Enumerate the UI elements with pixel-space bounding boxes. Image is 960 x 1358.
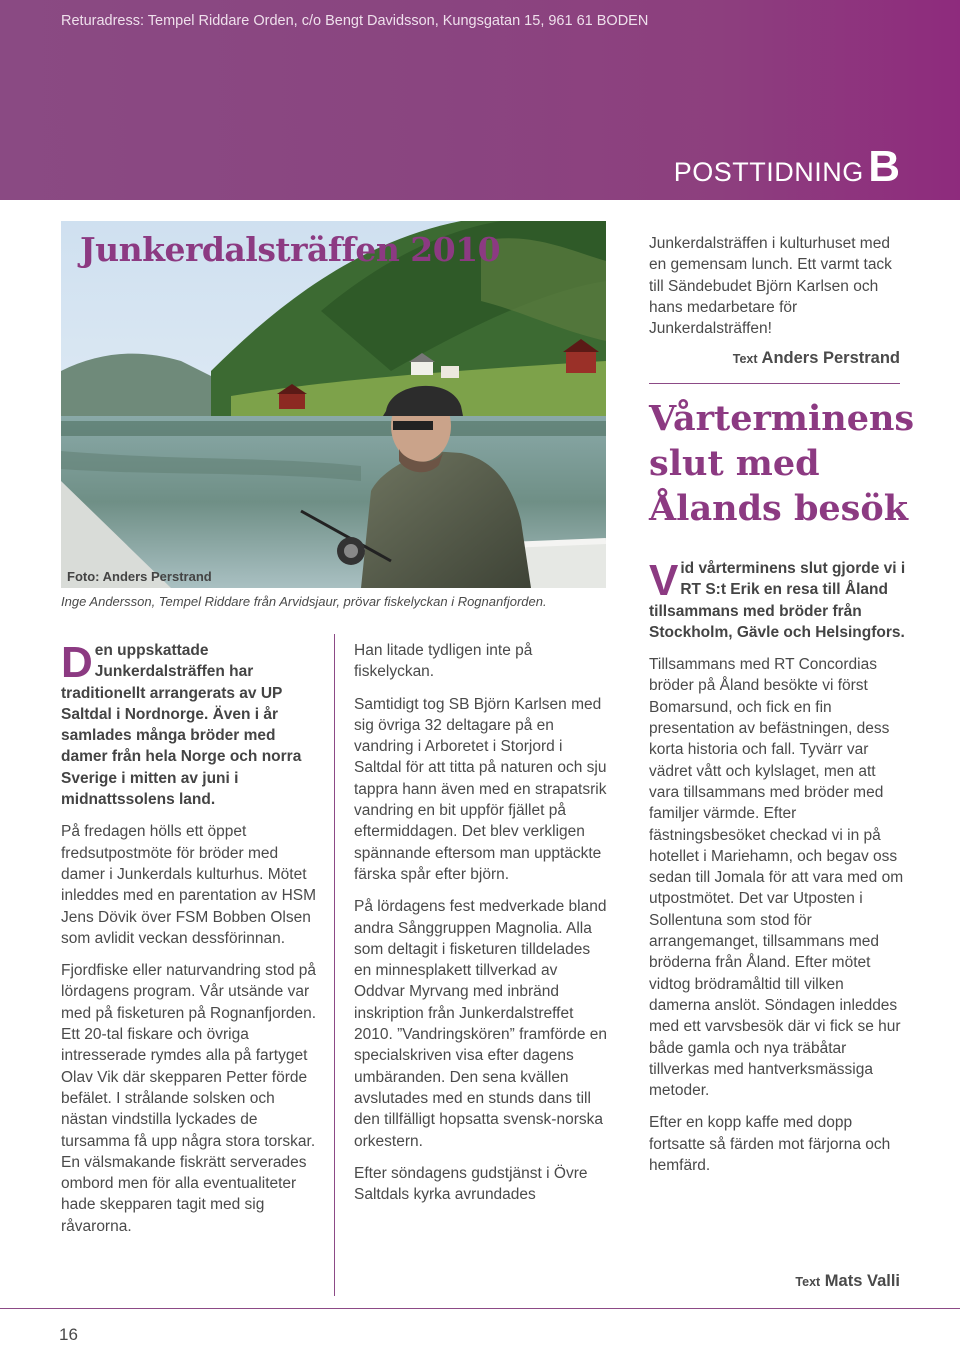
article1-byline	[733, 349, 900, 368]
lead-text: id vårterminens slut gjorde vi i RT S:t Erik en resa till Åland tillsammans med bröder från Stockholm, Gävle och Helsingfors.	[649, 560, 906, 641]
byline-prefix: Text	[795, 1275, 821, 1289]
dropcap: D	[61, 638, 93, 687]
article2-byline	[795, 1272, 900, 1291]
paragraph: Efter en kopp kaffe med dopp fortsatte så färden mot färjorna och hemfärd.	[649, 1114, 891, 1175]
article1-column-3	[649, 233, 907, 350]
paragraph: På lördagens fest medverkade bland andra Sånggruppen Magnolia. Alla som deltagit i fisketuren tilldelades en minnesplakett tillverkad av Oddvar Myrvang med inbränd inskription från Junkerdalstreffet 2010. ”Vandringskören” framförde en specialskriven visa efter dagens umbäranden. Den sena kvällen avslutades med en stunds dans till den tillfälligt hopsatta svensk-norska orkestern.	[354, 898, 608, 1150]
posttidning-letter: B	[868, 142, 900, 191]
byline-author: Anders Perstrand	[761, 349, 900, 367]
byline-author: Mats Valli	[824, 1272, 900, 1290]
return-address: Returadress: Tempel Riddare Orden, c/o Bengt Davidsson, Kungsgatan 15, 961 61 BODEN	[61, 13, 649, 29]
posttidning-label	[674, 142, 900, 192]
article2-column	[649, 558, 907, 1187]
fishing-photo	[61, 221, 606, 588]
paragraph: På fredagen hölls ett öppet fredsutpostmöte för bröder med damer i Junkerdals kulturhus. Mötet inleddes med en parentation av HSM Jens Dövik över FSM Bobben Olsen som avlidit veckan dessförinnan.	[61, 823, 317, 947]
footer-divider	[0, 1308, 960, 1309]
section-divider	[649, 383, 900, 384]
article2-title: Vårterminens slut med Ålands besök	[649, 398, 915, 529]
paragraph: Han litade tydligen inte på fiskelyckan.	[354, 642, 533, 681]
article2-lead	[649, 558, 907, 643]
photo-credit: Foto: Anders Perstrand	[67, 569, 212, 584]
article1-lead	[61, 640, 319, 810]
column-divider	[334, 634, 335, 1296]
photo-caption: Inge Andersson, Tempel Riddare från Arvidsjaur, prövar fiskelyckan i Rognanfjorden.	[61, 594, 547, 609]
article-title: Junkerdalsträffen 2010	[80, 230, 501, 269]
article1-column-2	[354, 640, 610, 1216]
dropcap: V	[649, 556, 679, 605]
paragraph: Efter söndagens gudstjänst i Övre Saltdals kyrka avrundades	[354, 1164, 588, 1204]
posttidning-text: POSTTIDNING	[673, 157, 864, 187]
paragraph: Samtidigt tog SB Björn Karlsen med sig övriga 32 deltagare på en vandring i Arboretet i Storjord i Saltdal för att titta på naturen och sju tappra hann även med en strapatsrik vandring en bit uppför fjället på eftermiddagen. Det blev verkligen spännande eftersom man upptäckte färska spår efter björn.	[354, 695, 607, 883]
paragraph: Junkerdalsträffen i kulturhuset med en gemensam lunch. Ett varmt tack till Sändebudet Björn Karlsen och hans medarbetare för Junkerdalsträffen!	[649, 235, 892, 338]
byline-prefix: Text	[732, 352, 758, 366]
paragraph: Tillsammans med RT Concordias bröder på Åland besökte vi först Bomarsund, och fick en fin presentation av befästningen, dess korta historia och fall. Tyvärr var vädret vått och kylslaget, men att vara tillsammans med bröder med familjer värmde. Efter fästningsbesöket checkad vi in på hotellet i Mariehamn, och begav oss sedan till Jomala för att vara med om utpostmötet. Det var Utposten i Sollentuna som stod för arrangemanget, tillsammans med bröderna från Åland. Efter mötet vidtog brödramåltid till vilken damerna anslöt. Söndagen inleddes med ett varvsbesök där vi fick se hur både gamla och nya träbåtar tillverkas med hantverksmässiga metoder.	[649, 656, 904, 1100]
paragraph: Fjordfiske eller naturvandring stod på lördagens program. Vår utsände var med på fisketuren på Rognanfjorden. Ett 20-tal fiskare och övriga intresserade rymdes alla på fartyget Olav Vik där skepparen Petter förde befälet. I strålande solsken och nästan vindstilla lyckades de tursamma få upp några stora torskar. En välsmakande fiskrätt serverades ombord men för alla eventualiteter hade skepparen tagit med sig råvarorna.	[61, 962, 317, 1235]
lead-text: en uppskattade Junkerdalsträffen har traditionellt arrangerats av UP Saltdal i Nordnorge. Även i år samlades många bröder med damer från hela Norge och norra Sverige i mitten av juni i midnattssolens land.	[61, 642, 302, 809]
article1-column-1	[61, 640, 319, 1248]
page-number: 16	[59, 1325, 78, 1344]
